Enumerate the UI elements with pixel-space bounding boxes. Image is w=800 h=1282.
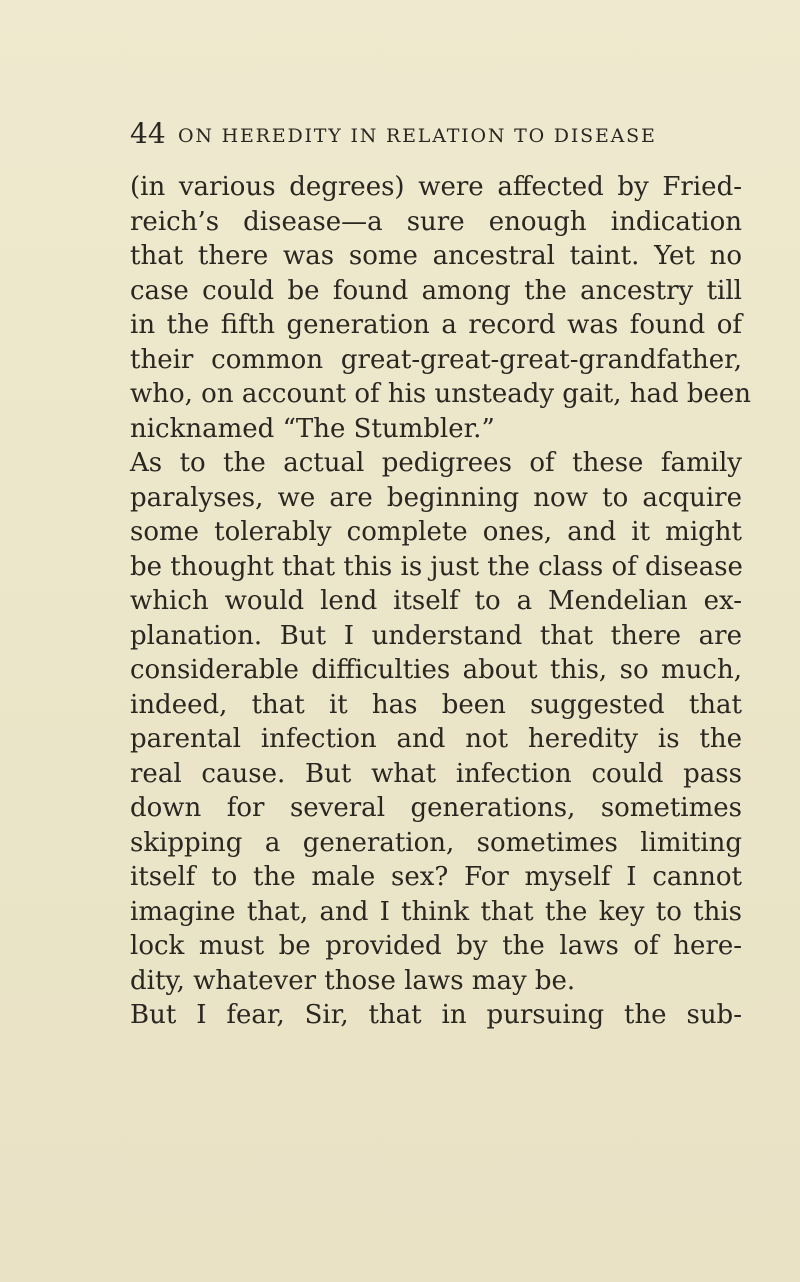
text-line: itself to the male sex? For myself I cannot (130, 862, 742, 892)
text-line: down for several generations, sometimes (130, 793, 742, 823)
text-line: paralyses, we are beginning now to acquire (130, 482, 742, 513)
running-head (130, 114, 690, 154)
text-line: dity, whatever those laws may be. (130, 965, 576, 996)
text-line: which would lend itself to a Mendelian ex- (130, 586, 742, 616)
page-number: 44 (130, 117, 166, 150)
text-line: nicknamed “The Stumbler.” (130, 413, 495, 444)
text-line: parental infection and not heredity is the (130, 724, 742, 754)
text-line: their common great-great-great-grandfather, (130, 344, 742, 375)
text-line: (in various degrees) were affected by Fried- (130, 172, 742, 202)
text-line: indeed, that it has been suggested that (130, 689, 742, 720)
text-line: be thought that this is just the class of disease (130, 551, 743, 582)
text-line: some tolerably complete ones, and it might (130, 517, 742, 547)
running-head-title: ON HEREDITY IN RELATION TO DISEASE (178, 125, 657, 147)
text-line: lock must be provided by the laws of here- (130, 931, 742, 961)
text-line: But I fear, Sir, that in pursuing the sub- (130, 1000, 742, 1030)
text-line: planation. But I understand that there are (130, 620, 742, 651)
text-line: in the fifth generation a record was found of (130, 310, 742, 340)
text-line: skipping a generation, sometimes limiting (130, 827, 742, 858)
text-line: imagine that, and I think that the key to this (130, 896, 742, 927)
text-line: considerable difficulties about this, so much, (130, 655, 742, 685)
text-line: reich’s disease—a sure enough indication (130, 206, 742, 237)
text-line: that there was some ancestral taint. Yet no (130, 241, 742, 271)
text-line: real cause. But what infection could pass (130, 758, 742, 789)
text-line: case could be found among the ancestry till (130, 275, 742, 306)
text-line: As to the actual pedigrees of these family (130, 448, 742, 478)
text-line: who, on account of his unsteady gait, had been (130, 379, 752, 409)
body-text (130, 170, 752, 1033)
